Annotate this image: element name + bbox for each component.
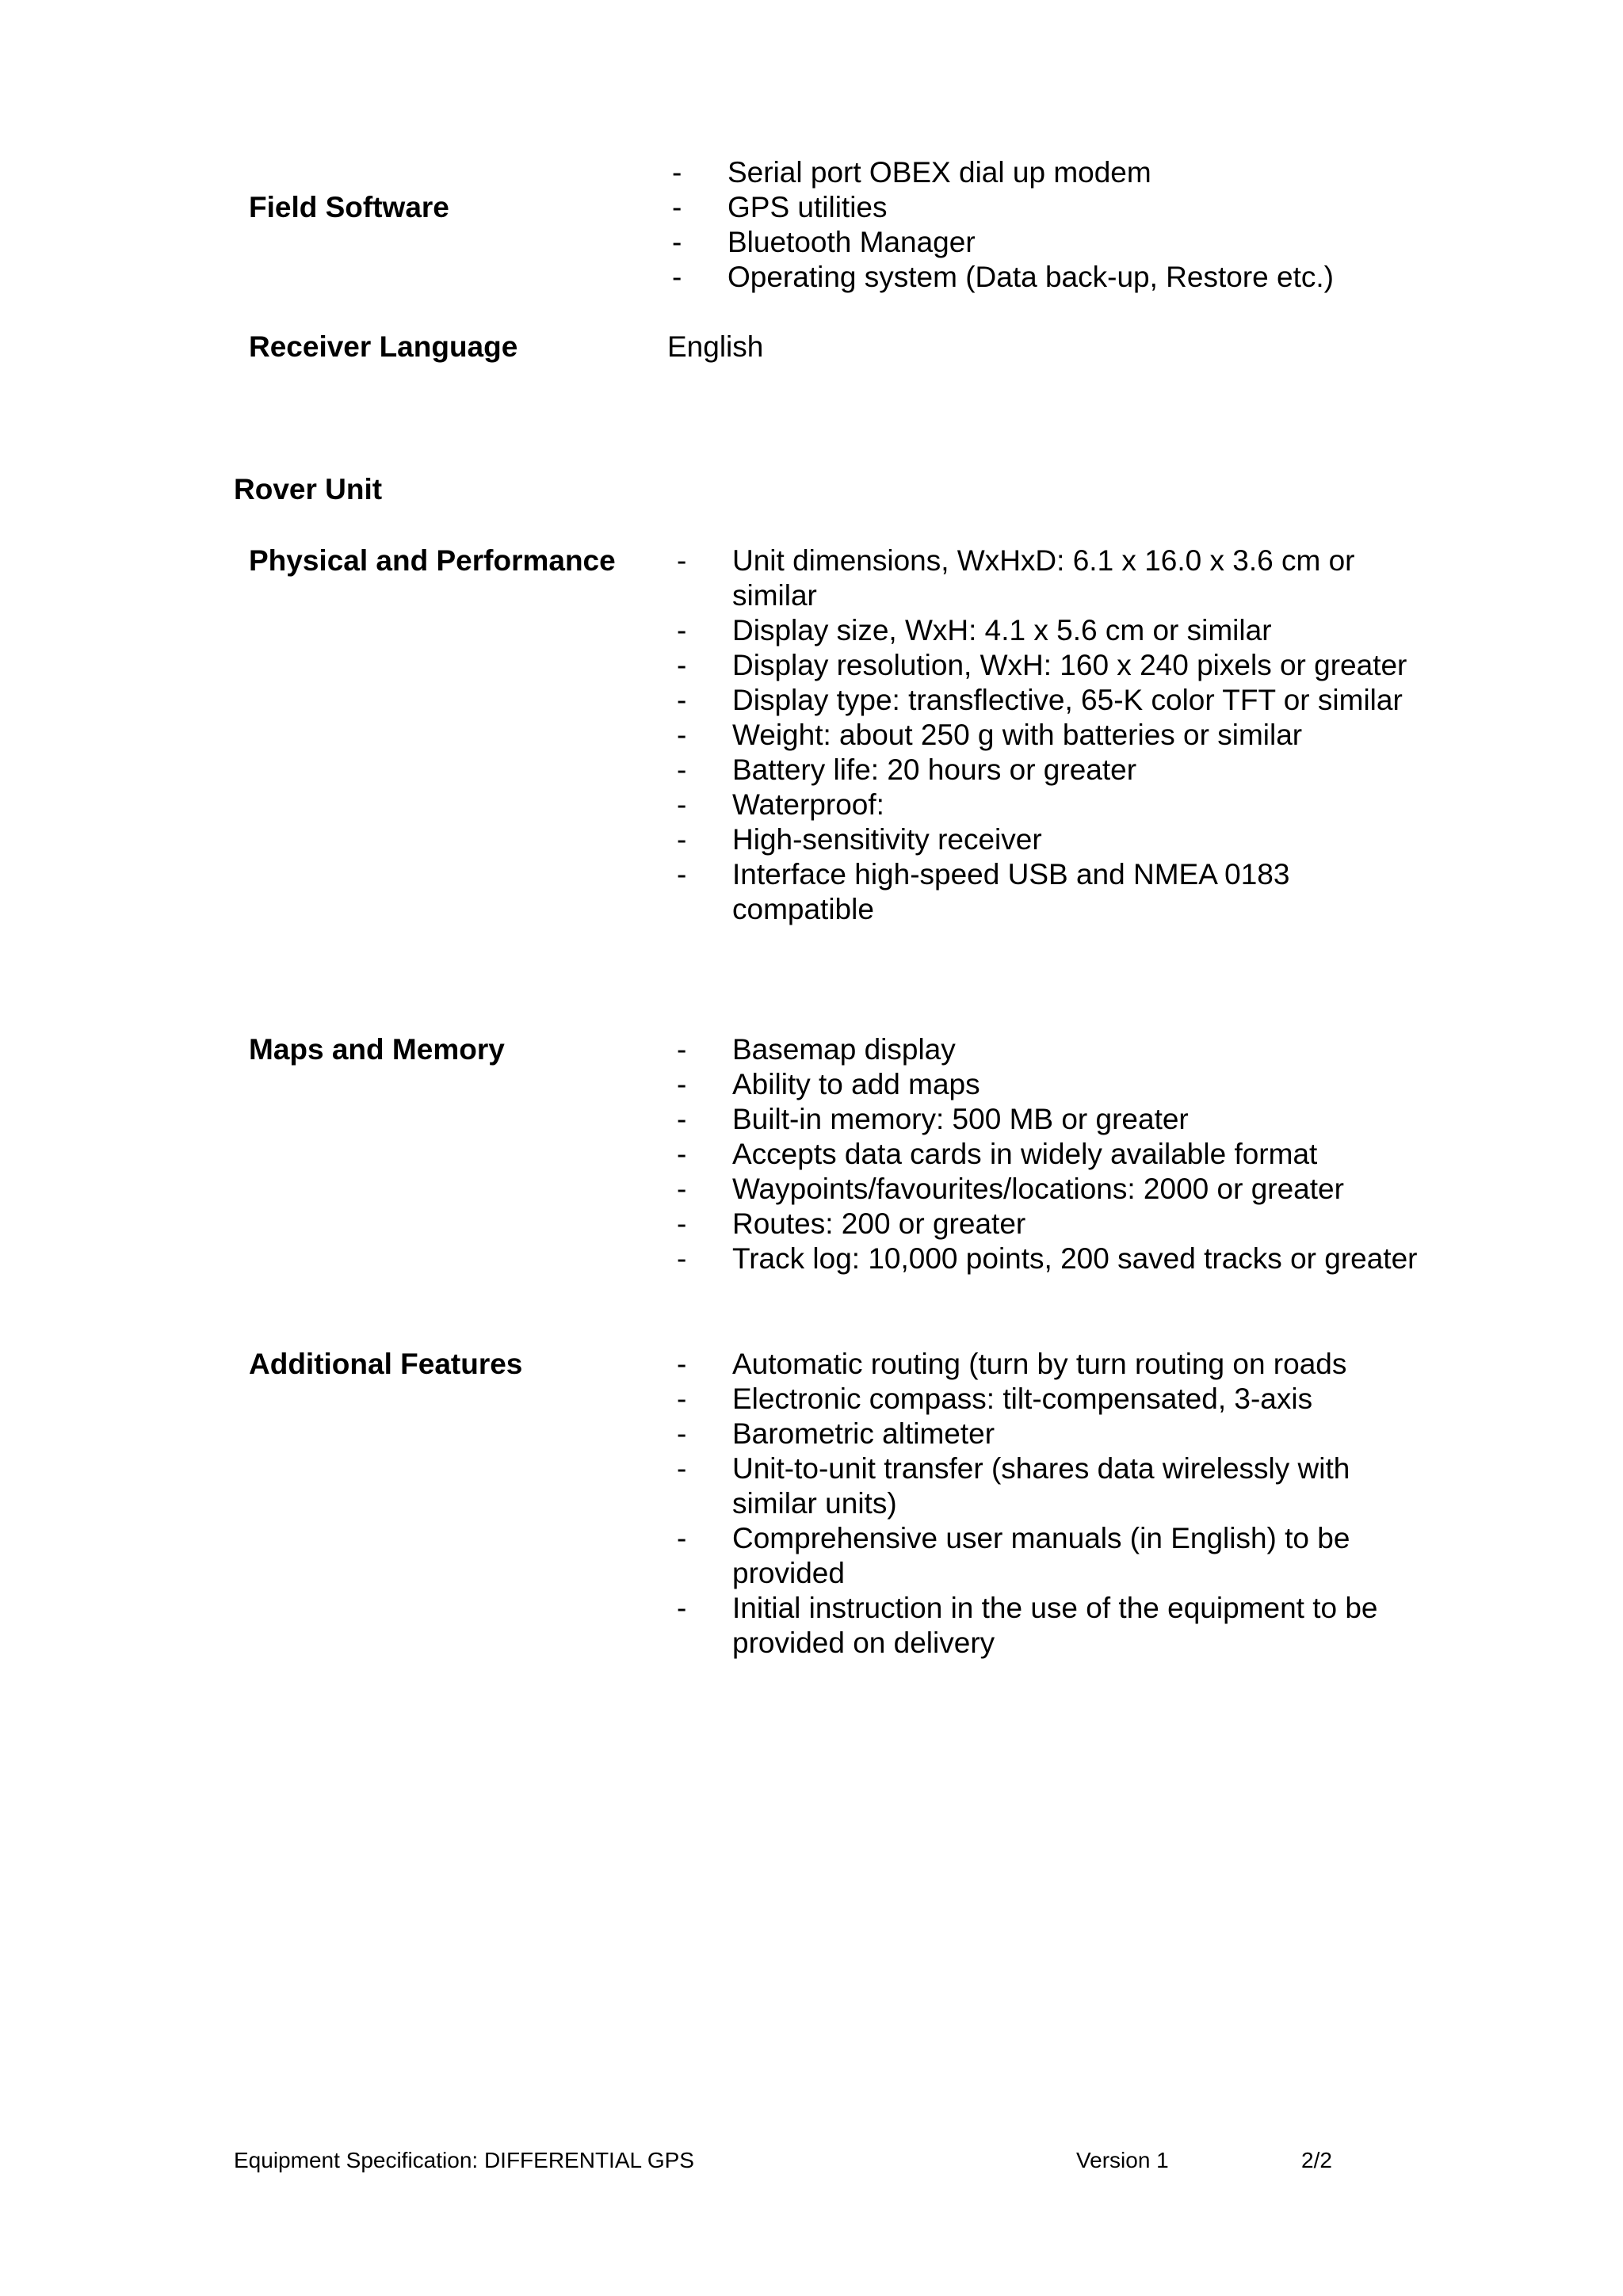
- list-item: - Weight: about 250 g with batteries or similar: [677, 719, 1303, 751]
- list-item: - Comprehensive user manuals (in English) to be provided: [677, 1522, 1350, 1589]
- list-item: - Waypoints/favourites/locations: 2000 or greater: [677, 1173, 1344, 1205]
- footer-page-number: 2/2: [1301, 2148, 1332, 2172]
- list-item: - Serial port OBEX dial up modem: [672, 156, 1151, 189]
- list-item: - Unit dimensions, WxHxD: 6.1 x 16.0 x 3.6 cm or similar: [677, 544, 1355, 612]
- list-item: - Built-in memory: 500 MB or greater: [677, 1103, 1189, 1135]
- receiver-language-value: English: [667, 330, 764, 363]
- list-item: - Routes: 200 or greater: [677, 1207, 1026, 1240]
- list-item: - Electronic compass: tilt-compensated, 3-axis: [677, 1383, 1313, 1415]
- list-item: - Interface high-speed USB and NMEA 0183 compatible: [677, 858, 1290, 925]
- maps-memory-list: [677, 1032, 1422, 1276]
- list-item: - Display type: transflective, 65-K color TFT or similar: [677, 684, 1403, 716]
- footer-version: Version 1: [1076, 2148, 1169, 2172]
- footer-document-title: Equipment Specification: DIFFERENTIAL GPS: [234, 2148, 694, 2172]
- list-item: - Track log: 10,000 points, 200 saved tracks or greater: [677, 1242, 1418, 1275]
- list-item: - Unit-to-unit transfer (shares data wirelessly with similar units): [677, 1452, 1350, 1520]
- field-software-label: Field Software: [249, 191, 449, 223]
- additional-features-label: Additional Features: [249, 1348, 523, 1380]
- receiver-language-label: Receiver Language: [249, 330, 518, 363]
- list-item: - GPS utilities: [672, 191, 888, 223]
- list-item: - Basemap display: [677, 1033, 956, 1066]
- list-item: - Waterproof:: [677, 788, 884, 821]
- list-item: - Accepts data cards in widely available format: [677, 1138, 1318, 1170]
- list-item: - Battery life: 20 hours or greater: [677, 753, 1137, 786]
- additional-features-list: [677, 1347, 1422, 1661]
- list-item: - Ability to add maps: [677, 1068, 980, 1100]
- field-software-list: [672, 155, 1417, 295]
- list-item: - Barometric altimeter: [677, 1417, 995, 1450]
- list-item: - High-sensitivity receiver: [677, 823, 1042, 856]
- physical-performance-list: [677, 543, 1422, 927]
- list-item: - Automatic routing (turn by turn routing on roads: [677, 1348, 1347, 1380]
- physical-performance-label: Physical and Performance: [249, 544, 616, 577]
- list-item: - Display size, WxH: 4.1 x 5.6 cm or similar: [677, 614, 1272, 646]
- maps-memory-label: Maps and Memory: [249, 1033, 505, 1066]
- rover-unit-heading: Rover Unit: [234, 473, 383, 505]
- list-item: - Operating system (Data back-up, Restore etc.): [672, 261, 1334, 293]
- list-item: - Display resolution, WxH: 160 x 240 pixels or greater: [677, 649, 1407, 681]
- list-item: - Bluetooth Manager: [672, 226, 976, 258]
- list-item: - Initial instruction in the use of the equipment to be provided on delivery: [677, 1592, 1378, 1659]
